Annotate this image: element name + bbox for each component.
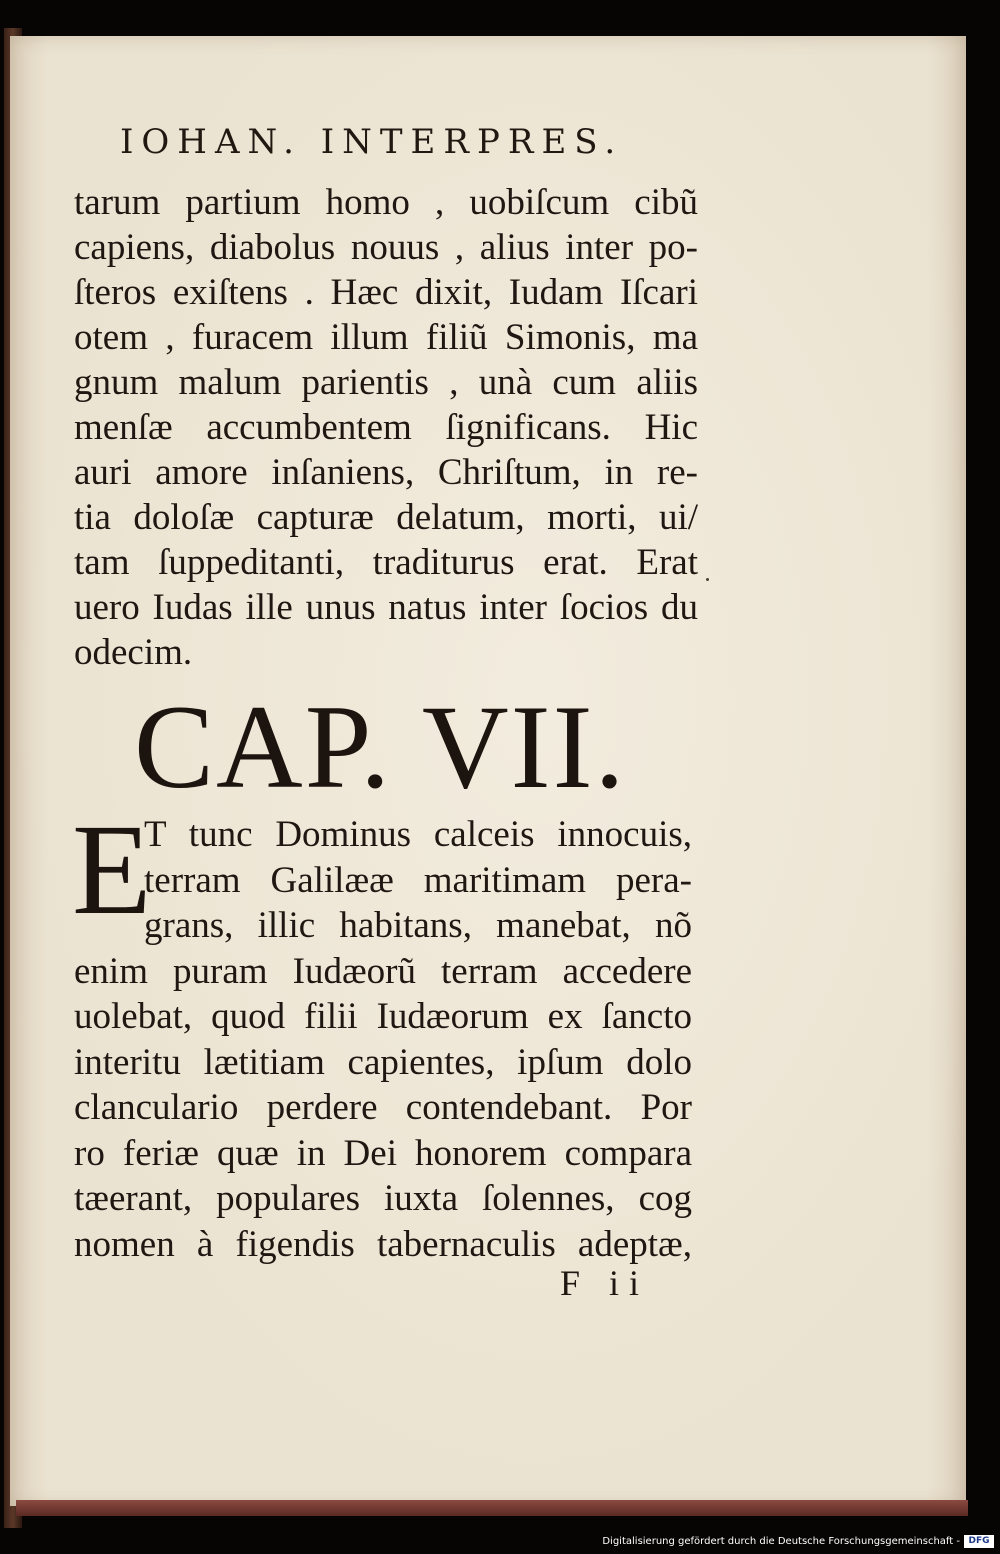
chapter-line: grans, illic habitans, manebat, nõ bbox=[144, 905, 692, 946]
chapter-line: clanculario perdere contendebant. Por bbox=[74, 1087, 692, 1128]
text-line: tia doloſæ capturæ delatum, morti, ui/ bbox=[74, 497, 698, 538]
chapter-body-text bbox=[72, 798, 692, 1267]
page-bottom-edge bbox=[16, 1500, 968, 1516]
text-line: odecim. bbox=[74, 632, 193, 673]
chapter-heading: CAP. VII. bbox=[134, 680, 627, 813]
text-line: otem , furacem illum filiũ Simonis, ma bbox=[74, 317, 698, 358]
body-text bbox=[74, 180, 698, 675]
chapter-line: uolebat, quod filii Iudæorum ex ſancto bbox=[74, 996, 692, 1037]
signature-mark: F ii bbox=[560, 1263, 650, 1303]
text-line: tarum partium homo , uobiſcum cibũ bbox=[74, 182, 698, 223]
text-line: tam ſuppeditanti, traditurus erat. Erat bbox=[74, 542, 698, 583]
chapter-line: terram Galilææ maritimam pera- bbox=[144, 859, 692, 901]
chapter-line: nomen à figendis tabernaculis adeptæ, bbox=[74, 1223, 692, 1265]
text-line: menſæ accumbentem ſignificans. Hic bbox=[74, 407, 698, 448]
text-line: gnum malum parientis , unà cum aliis bbox=[74, 362, 698, 403]
text-line: uero Iudas ille unus natus inter ſocios du bbox=[74, 587, 698, 628]
chapter-line: tæerant, populares iuxta ſolennes, cog bbox=[74, 1178, 692, 1219]
chapter-line: T tunc Dominus calceis innocuis, bbox=[144, 814, 692, 855]
text-line: ſteros exiſtens . Hæc dixit, Iudam Iſcari bbox=[74, 272, 698, 313]
drop-cap-initial: E bbox=[72, 798, 152, 942]
digitization-credit: Digitalisierung gefördert durch die Deutsche Forschungsgemeinschaft - bbox=[602, 1536, 960, 1547]
text-line: auri amore inſaniens, Chriſtum, in re- bbox=[74, 452, 698, 493]
running-head: IOHAN. INTERPRES. bbox=[120, 122, 624, 162]
pencil-mark bbox=[706, 578, 709, 581]
chapter-line: ro feriæ quæ in Dei honorem compara bbox=[74, 1132, 692, 1174]
text-line: capiens, diabolus nouus , alius inter po- bbox=[74, 227, 698, 268]
chapter-line: interitu lætitiam capientes, ipſum dolo bbox=[74, 1041, 692, 1083]
chapter-line: enim puram Iudæorũ terram accedere bbox=[74, 950, 692, 992]
dfg-logo: DFG bbox=[964, 1535, 994, 1548]
